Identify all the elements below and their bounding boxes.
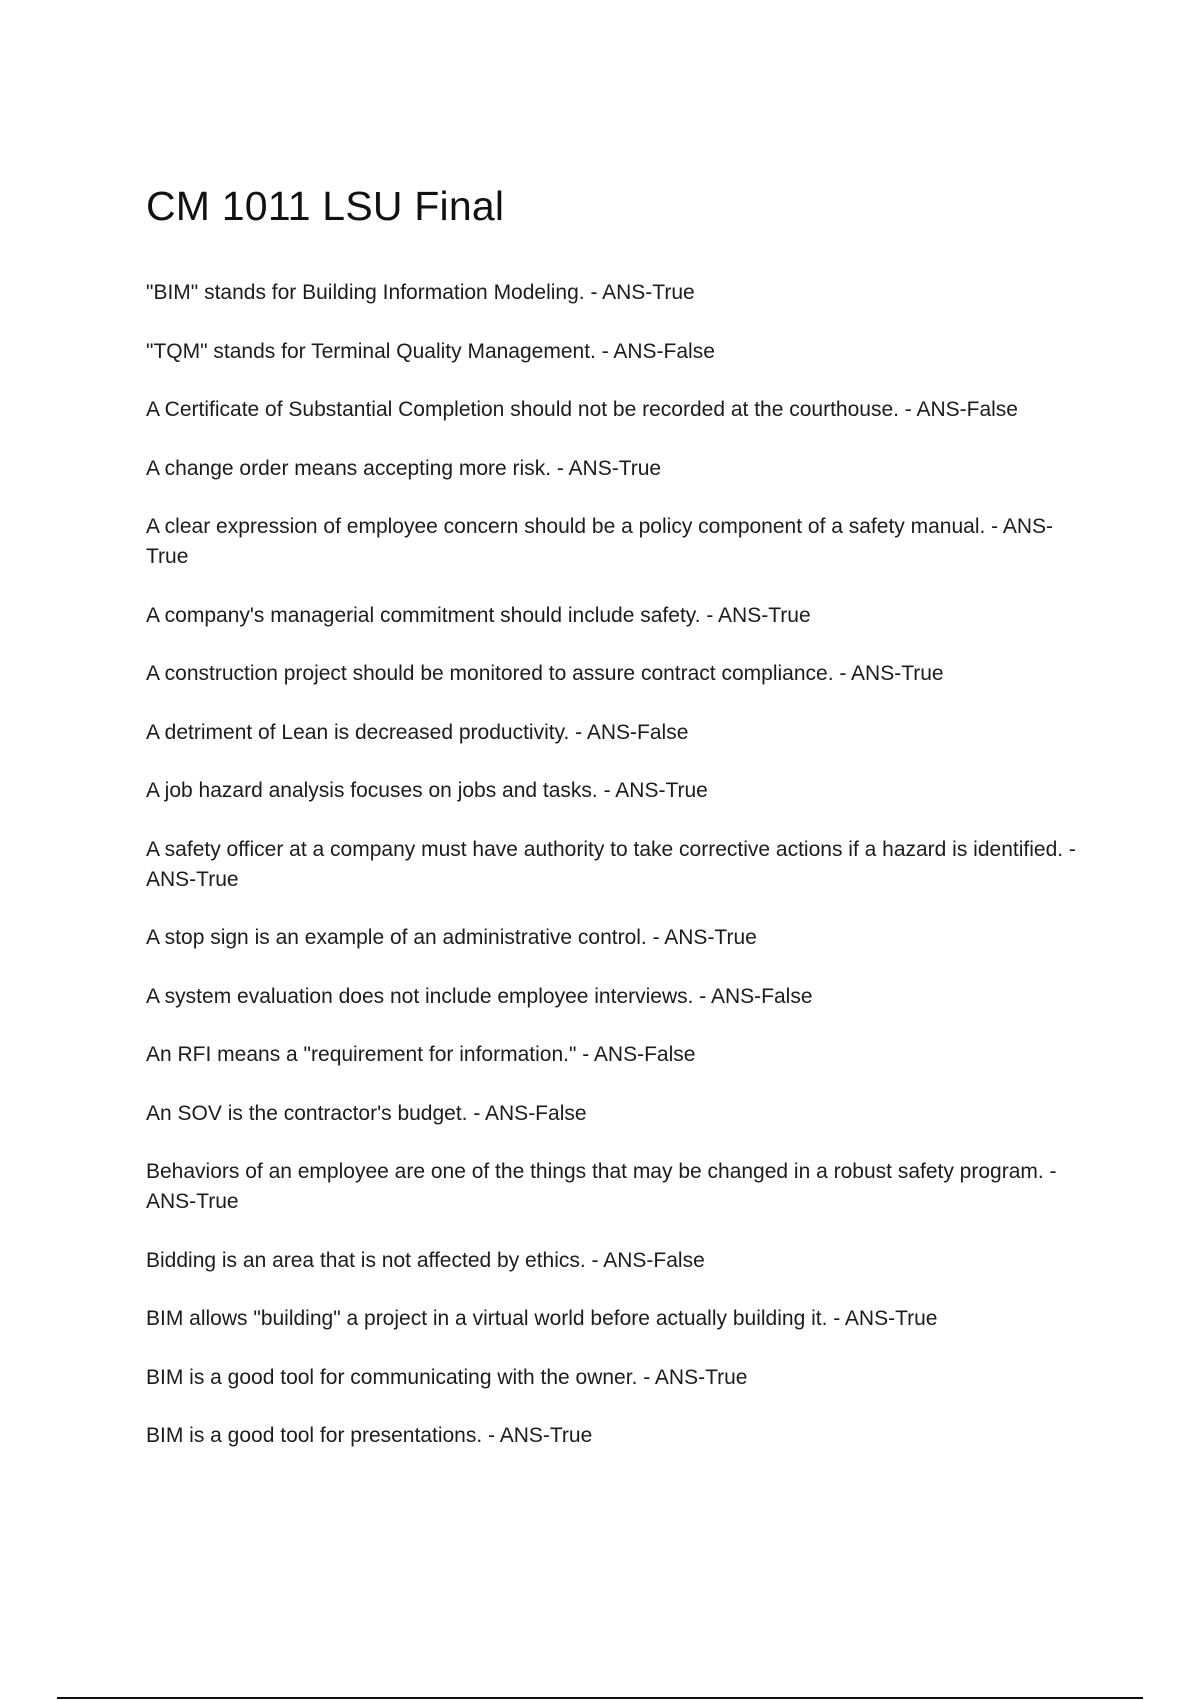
list-item: A construction project should be monitored to assure contract compliance. - ANS-True bbox=[146, 662, 944, 685]
list-item: A Certificate of Substantial Completion should not be recorded at the courthouse. - ANS-False bbox=[146, 398, 1018, 421]
list-item: A company's managerial commitment should include safety. - ANS-True bbox=[146, 603, 811, 627]
list-item: Behaviors of an employee are one of the things that may be changed in a robust safety program. - ANS-True bbox=[146, 1160, 1057, 1213]
list-item: A stop sign is an example of an administrative control. - ANS-True bbox=[146, 926, 757, 949]
list-item: A change order means accepting more risk. - ANS-True bbox=[146, 456, 662, 480]
list-item: A clear expression of employee concern should be a policy component of a safety manual. - ANS-True bbox=[146, 515, 1053, 568]
list-item: A system evaluation does not include employee interviews. - ANS-False bbox=[146, 984, 813, 1008]
list-item: An RFI means a "requirement for information." - ANS-False bbox=[146, 1043, 696, 1066]
footer-divider bbox=[57, 1697, 1143, 1699]
list-item: A detriment of Lean is decreased productivity. - ANS-False bbox=[146, 720, 689, 744]
list-item: BIM is a good tool for communicating with the owner. - ANS-True bbox=[146, 1365, 748, 1389]
page-title: CM 1011 LSU Final bbox=[146, 183, 505, 229]
list-item: BIM allows "building" a project in a virtual world before actually building it. - ANS-True bbox=[146, 1307, 938, 1330]
question-answer-list bbox=[146, 278, 1076, 1480]
list-item: Bidding is an area that is not affected by ethics. - ANS-False bbox=[146, 1248, 705, 1272]
list-item: A job hazard analysis focuses on jobs and tasks. - ANS-True bbox=[146, 779, 708, 802]
list-item: "BIM" stands for Building Information Modeling. - ANS-True bbox=[146, 281, 695, 304]
list-item: "TQM" stands for Terminal Quality Management. - ANS-False bbox=[146, 339, 715, 363]
list-item: An SOV is the contractor's budget. - ANS-False bbox=[146, 1101, 587, 1125]
list-item: A safety officer at a company must have authority to take corrective actions if a hazard is identified. - ANS-True bbox=[146, 837, 1076, 891]
list-item: BIM is a good tool for presentations. - ANS-True bbox=[146, 1424, 593, 1447]
